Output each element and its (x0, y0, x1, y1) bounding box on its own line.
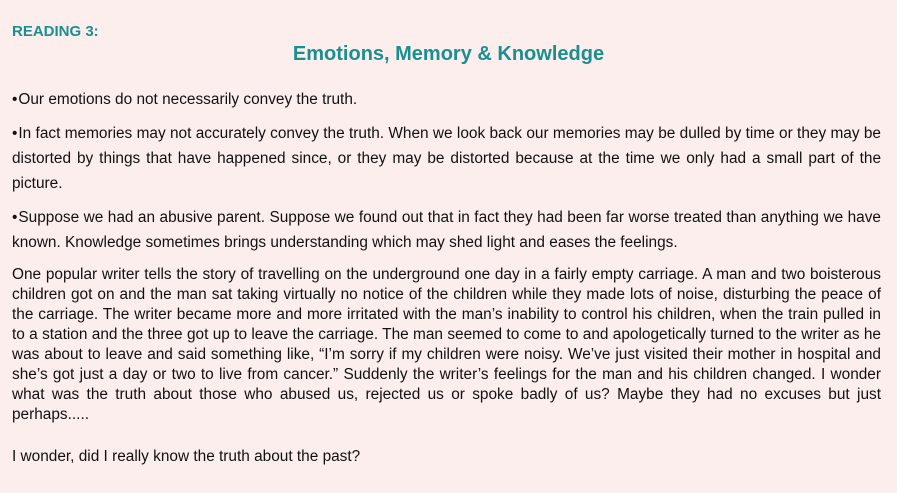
closing-question: I wonder, did I really know the truth about the past? (12, 448, 361, 465)
story-paragraph: One popular writer tells the story of travelling on the underground one day in a fairly empty carriage. A man and two boisterous children got on and the man sat taking virtually no notice of the children while they made lots of noise, disturbing the peace of the carriage. The writer became more and more irritated with the man’s inability to control his children, when the train pulled in to a station and the three got up to leave the carriage. The man seemed to come to and apologetically turned to the writer as he was about to leave and said something like, “I’m sorry if my children were noisy. We’ve just visited their mother in hospital and she’s got just a day or two to live from cancer.” Suddenly the writer’s feelings for the man and his children changed. I wonder what was the truth about those who abused us, rejected us or spoke badly of us? Maybe they had no excuses but just perhaps..... (12, 266, 881, 423)
bullet-text: Suppose we had an abusive parent. Suppose we found out that in fact they had been far worse treated than anything we have known. Knowledge sometimes brings understanding which may shed light and eases the feelings. (12, 209, 881, 251)
bullet-marker: • (12, 91, 18, 108)
bullet-paragraph-emotions (12, 87, 881, 112)
bullet-marker: • (12, 209, 18, 226)
bullet-text: In fact memories may not accurately convey the truth. When we look back our memories may be dulled by time or they may be distorted by things that have happened since, or they may be distorted because at the time we only had a small part of the picture. (12, 125, 881, 192)
reading-label: READING 3: (12, 23, 99, 40)
page-title: Emotions, Memory & Knowledge (292, 43, 605, 65)
bullet-paragraph-memories (12, 121, 881, 196)
bullet-paragraph-knowledge (12, 205, 881, 255)
bullet-marker: • (12, 125, 18, 142)
bullet-text: Our emotions do not necessarily convey the truth. (18, 91, 358, 108)
